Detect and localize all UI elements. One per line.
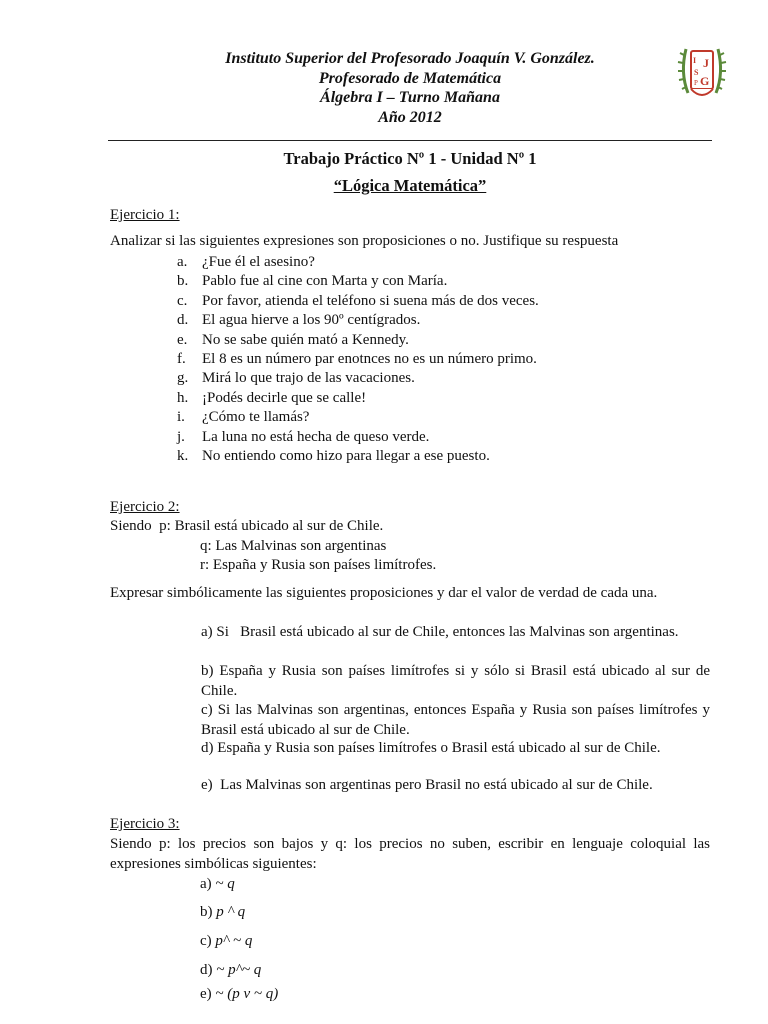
assignment-title: Trabajo Práctico Nº 1 - Unidad Nº 1 [283, 149, 537, 168]
exercise-3-item-d: d) ~ p^~ q [200, 962, 262, 978]
exercise-2-r-definition: r: España y Rusia son países limítrofes. [200, 557, 437, 573]
list-item: i. ¿Cómo te llamás? [177, 409, 310, 426]
exercise-1-heading: Ejercicio 1: [110, 207, 180, 223]
institution-name: Instituto Superior del Profesorado Joaquín V. González. [225, 50, 595, 67]
svg-text:J: J [703, 56, 709, 70]
exercise-2-instruction: Expresar simbólicamente las siguientes proposiciones y dar el valor de verdad de cada una. [110, 585, 658, 601]
course-name: Álgebra I – Turno Mañana [320, 89, 500, 106]
exercise-1-instruction: Analizar si las siguientes expresiones son proposiciones o no. Justifique su respuesta [110, 233, 619, 249]
svg-text:G: G [700, 74, 710, 88]
exercise-2-heading: Ejercicio 2: [110, 499, 180, 515]
svg-text:P: P [694, 79, 698, 87]
exercise-3-item-e: e) ~ (p v ~ q) [200, 986, 279, 1002]
exercise-2-p-definition: Siendo p: Brasil está ubicado al sur de Chile. [110, 518, 384, 534]
institution-header [110, 49, 710, 127]
list-item: a. ¿Fue él el asesino? [177, 254, 315, 270]
exercise-2-item-b: b) España y Rusia son países limítrofes si y sólo si Brasil está ubicado al sur de Chile. [201, 663, 710, 699]
list-item: b. Pablo fue al cine con Marta y con María. [177, 273, 448, 290]
exercise-3-item-c: c) p^ ~ q [200, 933, 253, 949]
year: Año 2012 [378, 108, 442, 126]
exercise-2-q-definition: q: Las Malvinas son argentinas [200, 538, 387, 554]
list-item: f. El 8 es un número par enotnces no es un número primo. [177, 351, 537, 368]
list-item: c. Por favor, atienda el teléfono si suena más de dos veces. [177, 292, 539, 309]
header-divider [108, 140, 712, 141]
exercise-2-item-a: a) Si Brasil está ubicado al sur de Chile, entonces las Malvinas son argentinas. [201, 624, 679, 640]
exercise-2-item-e: e) Las Malvinas son argentinas pero Brasil no está ubicado al sur de Chile. [201, 777, 653, 793]
list-item: e. No se sabe quién mató a Kennedy. [177, 331, 409, 348]
program-name: Profesorado de Matemática [318, 69, 502, 87]
institution-logo [676, 41, 728, 105]
exercise-3-instruction: Siendo p: los precios son bajos y q: los precios no suben, escribir en lenguaje coloquial las expresiones simbólicas siguientes: [110, 836, 710, 872]
list-item: j. La luna no está hecha de queso verde. [177, 428, 430, 445]
exercise-2-item-d: d) España y Rusia son países limítrofes o Brasil está ubicado al sur de Chile. [201, 740, 661, 756]
exercise-1-list [177, 253, 539, 466]
list-item: k. No entiendo como hizo para llegar a ese puesto. [177, 448, 490, 465]
exercise-3-item-b: b) p ^ q [200, 904, 246, 920]
list-item: h. ¡Podés decirle que se calle! [177, 389, 367, 406]
exercise-3-heading: Ejercicio 3: [110, 816, 180, 832]
svg-text:I: I [693, 56, 697, 65]
exercise-3-item-a: a) ~ q [200, 876, 235, 892]
svg-text:S: S [694, 68, 699, 77]
exercise-2-item-c: c) Si las Malvinas son argentinas, entonces España y Rusia son países limítrofes y Brasil está ubicado al sur de Chile. [201, 702, 710, 738]
assignment-subtitle: “Lógica Matemática” [333, 176, 487, 195]
list-item: d. El agua hierve a los 90º centígrados. [177, 312, 421, 329]
list-item: g. Mirá lo que trajo de las vacaciones. [177, 370, 415, 387]
